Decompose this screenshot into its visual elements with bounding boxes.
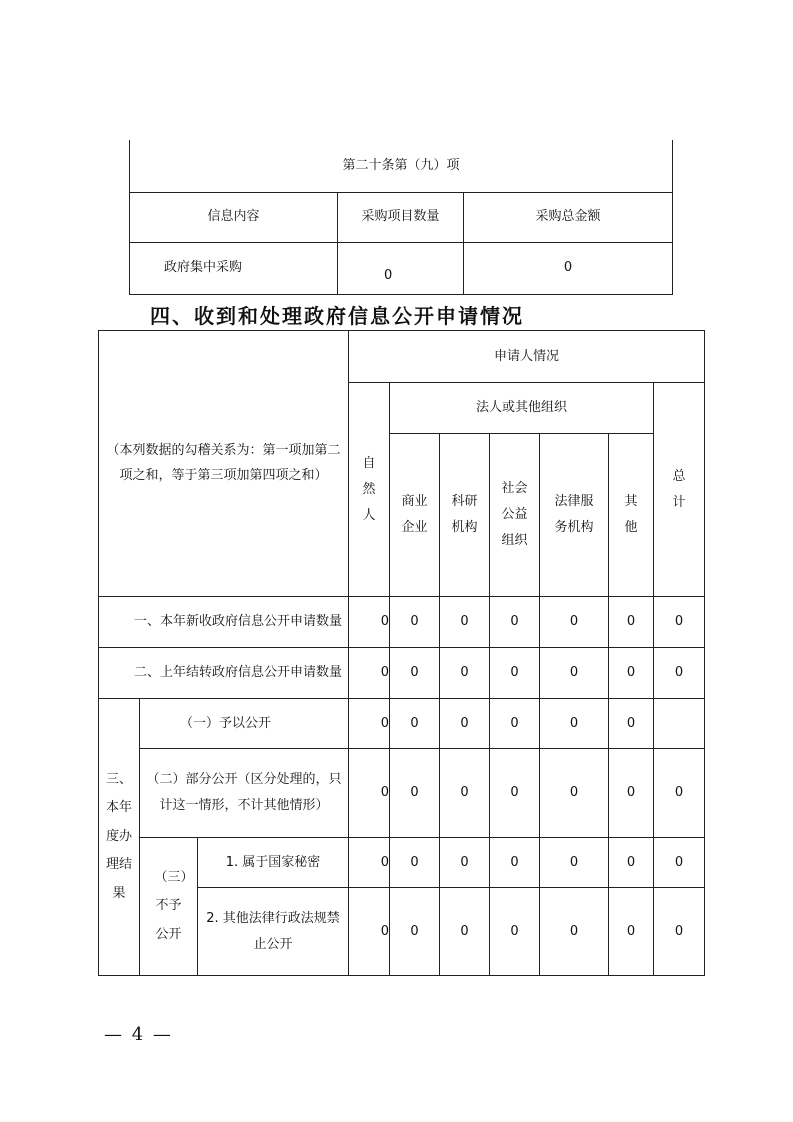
row-label: 1. 属于国家秘密	[198, 838, 349, 888]
cell-value: 0	[609, 699, 654, 749]
cell-value: 0	[654, 648, 705, 699]
row-label: （一）予以公开	[140, 699, 349, 749]
cell-value: 0	[349, 888, 390, 976]
col-total-amount: 采购总金额	[464, 192, 673, 242]
col-research: 科研机构	[440, 434, 490, 597]
cell-value: 0	[654, 749, 705, 838]
cell-value: 0	[440, 648, 490, 699]
col-legal-service: 法律服务机构	[540, 434, 609, 597]
table-row	[99, 838, 705, 888]
cell-value: 0	[609, 648, 654, 699]
cell-value: 0	[654, 838, 705, 888]
row-label: 2. 其他法律行政法规禁止公开	[198, 888, 349, 976]
table-row	[99, 749, 705, 838]
procurement-amount: 0	[464, 242, 673, 294]
article-header: 第二十条第（九）项	[130, 140, 673, 192]
cell-value: 0	[440, 888, 490, 976]
row-label: （二）部分公开（区分处理的，只计这一情形，不计其他情形）	[140, 749, 349, 838]
cell-value: 0	[440, 597, 490, 648]
legal-org-header: 法人或其他组织	[390, 383, 654, 434]
cell-value: 0	[540, 597, 609, 648]
cell-value: 0	[349, 648, 390, 699]
applicant-header: 申请人情况	[349, 331, 705, 383]
col-social-welfare: 社会公益组织	[490, 434, 540, 597]
table-row	[99, 648, 705, 699]
col-project-count: 采购项目数量	[338, 192, 464, 242]
cell-value: 0	[490, 749, 540, 838]
row-label: 一、本年新收政府信息公开申请数量	[99, 597, 349, 648]
cell-value: 0	[609, 749, 654, 838]
cell-value: 0	[540, 749, 609, 838]
cell-value: 0	[654, 888, 705, 976]
page-number: — 4 —	[104, 1024, 173, 1045]
cell-value: 0	[540, 888, 609, 976]
cell-value: 0	[490, 648, 540, 699]
applications-table	[98, 330, 705, 976]
cell-value	[654, 699, 705, 749]
cell-value: 0	[440, 749, 490, 838]
table-row	[99, 699, 705, 749]
cell-value: 0	[654, 597, 705, 648]
cell-value: 0	[540, 648, 609, 699]
cell-value: 0	[390, 597, 440, 648]
cell-value: 0	[349, 838, 390, 888]
cell-value: 0	[609, 838, 654, 888]
cell-value: 0	[609, 597, 654, 648]
table-row	[99, 597, 705, 648]
cell-value: 0	[490, 888, 540, 976]
cell-value: 0	[490, 838, 540, 888]
cell-value: 0	[609, 888, 654, 976]
cell-value: 0	[440, 699, 490, 749]
col-other: 其他	[609, 434, 654, 597]
procurement-count: 0	[338, 242, 464, 294]
cell-value: 0	[349, 699, 390, 749]
withheld-group-label: （三）不予公开	[140, 838, 198, 976]
col-total: 总计	[654, 383, 705, 597]
cell-value: 0	[390, 838, 440, 888]
col-info-content: 信息内容	[130, 192, 338, 242]
cell-value: 0	[390, 699, 440, 749]
cell-value: 0	[390, 888, 440, 976]
relation-note: （本列数据的勾稽关系为：第一项加第二项之和，等于第三项加第四项之和）	[99, 331, 349, 597]
col-commercial: 商业企业	[390, 434, 440, 597]
cell-value: 0	[540, 699, 609, 749]
col-natural-person: 自然人	[349, 383, 390, 597]
row-gov-procurement: 政府集中采购	[130, 242, 338, 294]
section-title: 四、收到和处理政府信息公开申请情况	[150, 304, 524, 328]
row-label: 二、上年结转政府信息公开申请数量	[99, 648, 349, 699]
cell-value: 0	[349, 597, 390, 648]
cell-value: 0	[540, 838, 609, 888]
cell-value: 0	[490, 699, 540, 749]
procurement-table	[129, 140, 673, 295]
cell-value: 0	[390, 749, 440, 838]
cell-value: 0	[490, 597, 540, 648]
cell-value: 0	[349, 749, 390, 838]
cell-value: 0	[390, 648, 440, 699]
cell-value: 0	[440, 838, 490, 888]
result-group-label: 三、本年度办理结果	[99, 699, 140, 976]
